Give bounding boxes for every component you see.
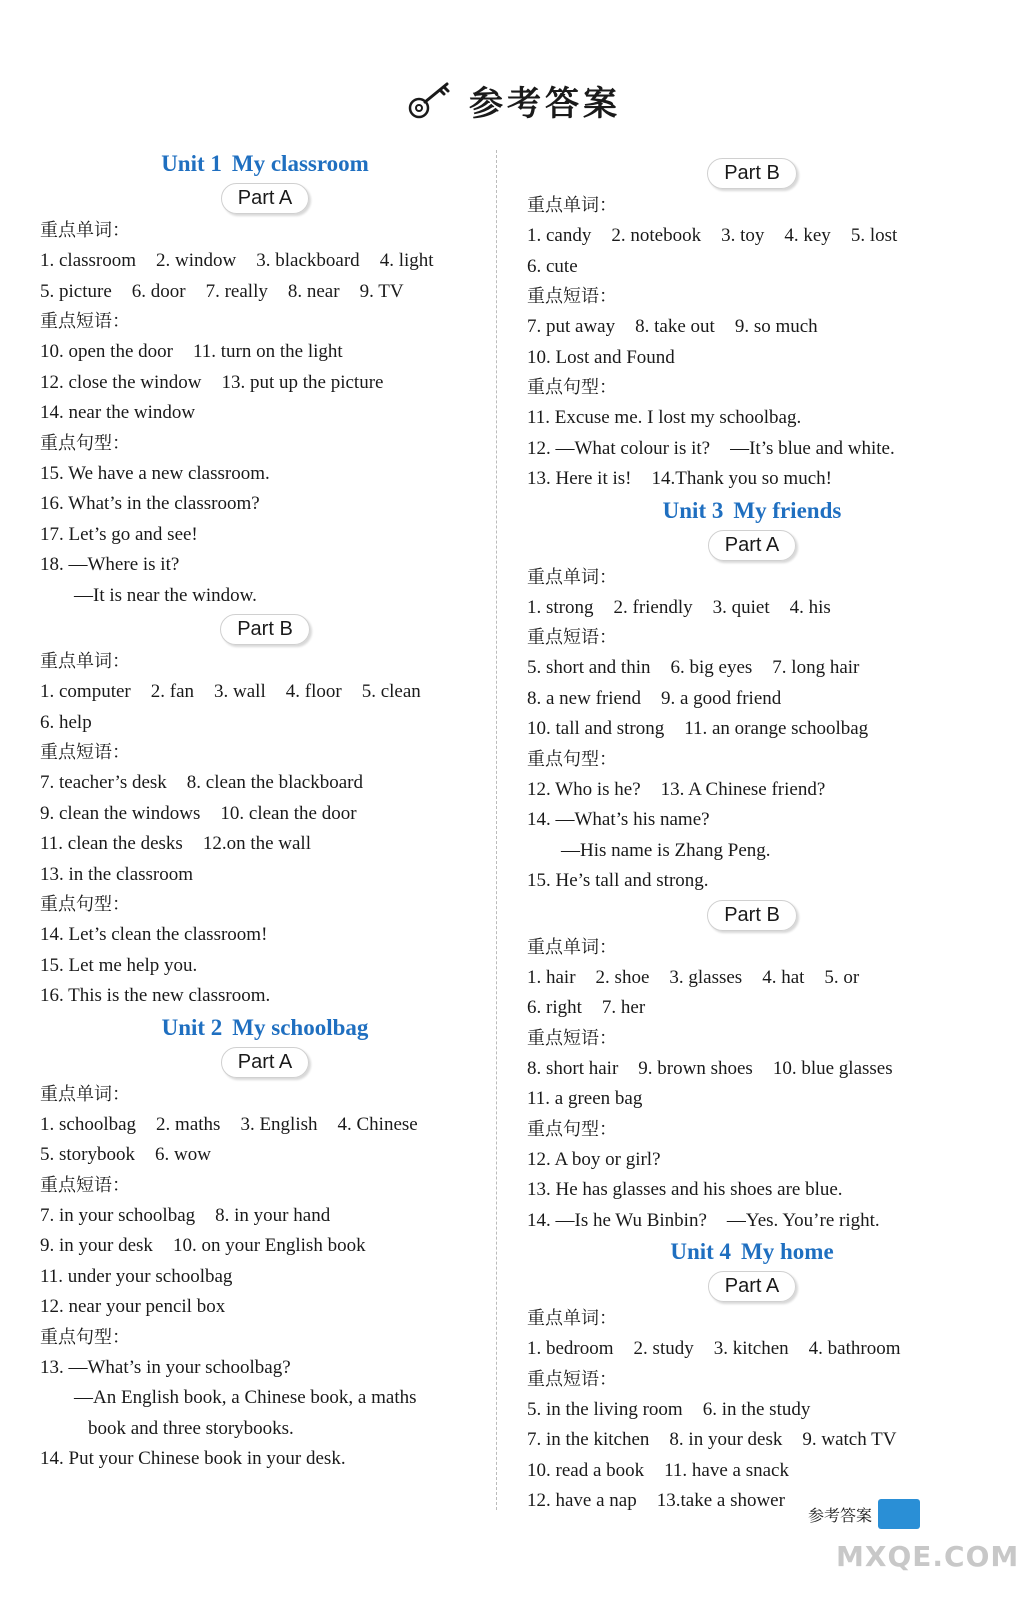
answer-line: 13. He has glasses and his shoes are blue. <box>527 1179 843 1200</box>
part-badge: Part A <box>221 183 309 214</box>
answer-line: 6. help <box>40 711 92 733</box>
part-badge: Part B <box>707 158 797 189</box>
unit-name: My classroom <box>231 151 369 176</box>
answer-line: —His name is Zhang Peng. <box>561 839 771 861</box>
section-heading: 重点单词： <box>527 566 617 588</box>
answer-line: 5. storybook 6. wow <box>40 1144 211 1165</box>
section-heading: 重点单词： <box>40 1083 130 1105</box>
answer-line: 7. put away 8. take out 9. so much <box>527 316 818 337</box>
answer-line: 14. near the window <box>40 402 196 423</box>
unit-name: My schoolbag <box>232 1014 369 1040</box>
answer-line: 7. teacher’s desk 8. clean the blackboard <box>40 772 363 793</box>
unit-number: Unit 1 <box>161 151 222 176</box>
answer-line: 12. near your pencil box <box>40 1296 226 1317</box>
answer-line: 8. a new friend 9. a good friend <box>527 687 782 709</box>
footer-tab <box>808 1496 920 1532</box>
answer-line: —It is near the window. <box>74 584 257 606</box>
answer-line: 12. —What colour is it? —It’s blue and white. <box>527 437 895 459</box>
section-heading: 重点短语： <box>527 1368 617 1390</box>
footer-color-box <box>878 1499 920 1529</box>
footer-label: 参考答案 <box>808 1505 873 1525</box>
unit-title <box>40 1012 490 1044</box>
answer-line: 10. read a book 11. have a snack <box>527 1459 789 1481</box>
answer-line: 12. A boy or girl? <box>527 1148 661 1170</box>
key-icon <box>407 78 459 122</box>
answer-line: 1. hair 2. shoe 3. glasses 4. hat 5. or <box>527 966 860 988</box>
answer-line: 13. Here it is! 14.Thank you so much! <box>527 468 832 489</box>
section-heading: 重点句型： <box>527 377 617 398</box>
answer-line: 11. Excuse me. I lost my schoolbag. <box>527 407 802 428</box>
answer-line: 10. tall and strong 11. an orange schoolbag <box>527 718 869 739</box>
unit-number: Unit 4 <box>670 1239 732 1264</box>
answer-line: 1. computer 2. fan 3. wall 4. floor 5. clean <box>40 681 421 702</box>
answer-line: 12. have a nap 13.take a shower <box>527 1490 785 1511</box>
section-heading: 重点短语： <box>40 1174 130 1196</box>
unit-number: Unit 2 <box>161 1014 223 1040</box>
section-heading: 重点单词： <box>527 936 617 958</box>
unit-name: My friends <box>733 497 842 523</box>
answer-line: 5. in the living room 6. in the study <box>527 1398 811 1420</box>
section-heading: 重点句型： <box>527 748 617 770</box>
section-heading: 重点短语： <box>527 627 617 648</box>
watermark: MXQE.COM <box>836 1540 1020 1573</box>
answer-line: 1. candy 2. notebook 3. toy 4. key 5. lost <box>527 225 898 246</box>
page-header <box>0 70 1028 130</box>
answer-line: 11. clean the desks 12.on the wall <box>40 833 311 854</box>
answer-line: 5. picture 6. door 7. really 8. near 9. TV <box>40 280 404 302</box>
answer-line: 14. Put your Chinese book in your desk. <box>40 1448 346 1469</box>
part-badge: Part A <box>708 530 796 561</box>
section-heading: 重点单词： <box>527 195 617 216</box>
answer-line: 1. classroom 2. window 3. blackboard 4. light <box>40 250 434 271</box>
answer-line: 13. —What’s in your schoolbag? <box>40 1356 291 1378</box>
section-heading: 重点短语： <box>527 286 617 307</box>
unit-title <box>40 148 490 180</box>
answer-line: 1. strong 2. friendly 3. quiet 4. his <box>527 596 831 618</box>
unit-name: My home <box>741 1239 834 1264</box>
answer-line: 16. What’s in the classroom? <box>40 493 260 514</box>
answer-line: 10. Lost and Found <box>527 346 675 368</box>
answer-line: 7. in the kitchen 8. in your desk 9. watch TV <box>527 1429 897 1450</box>
section-heading: 重点短语： <box>40 742 130 763</box>
answer-line: 6. cute <box>527 255 578 277</box>
answer-line: 14. —What’s his name? <box>527 809 710 830</box>
left-column <box>40 148 490 1475</box>
page-title: 参考答案 <box>469 83 621 124</box>
answer-line: 17. Let’s go and see! <box>40 523 198 545</box>
section-heading: 重点短语： <box>40 311 130 332</box>
answer-line: 1. bedroom 2. study 3. kitchen 4. bathroom <box>527 1338 901 1359</box>
answer-line: 11. a green bag <box>527 1088 643 1109</box>
section-heading: 重点句型： <box>40 432 130 454</box>
answer-line: 12. Who is he? 13. A Chinese friend? <box>527 778 826 800</box>
part-badge: Part B <box>220 614 310 645</box>
answer-line: book and three storybooks. <box>88 1417 294 1439</box>
section-heading: 重点句型： <box>527 1118 617 1140</box>
part-badge: Part A <box>708 1271 796 1302</box>
part-badge: Part B <box>707 900 797 931</box>
part-badge: Part A <box>221 1047 309 1078</box>
answer-line: 14. —Is he Wu Binbin? —Yes. You’re right. <box>527 1209 880 1231</box>
section-heading: 重点句型： <box>40 1326 130 1348</box>
answer-line: 5. short and thin 6. big eyes 7. long hair <box>527 657 860 678</box>
section-heading: 重点单词： <box>40 220 130 241</box>
answer-line: 15. He’s tall and strong. <box>527 870 709 891</box>
answer-line: 6. right 7. her <box>527 997 646 1018</box>
section-heading: 重点句型： <box>40 894 130 915</box>
column-divider <box>496 150 497 1510</box>
answer-line: 7. in your schoolbag 8. in your hand <box>40 1204 331 1226</box>
answer-line: 12. close the window 13. put up the picture <box>40 371 384 393</box>
answer-line: 16. This is the new classroom. <box>40 985 271 1006</box>
section-heading: 重点单词： <box>527 1308 617 1329</box>
answer-line: 9. in your desk 10. on your English book <box>40 1235 366 1256</box>
answer-line: 18. —Where is it? <box>40 554 180 575</box>
answer-line: —An English book, a Chinese book, a maths <box>74 1387 417 1408</box>
answer-line: 9. clean the windows 10. clean the door <box>40 802 357 824</box>
answer-line: 13. in the classroom <box>40 863 194 885</box>
section-heading: 重点短语： <box>527 1027 617 1049</box>
answer-line: 15. Let me help you. <box>40 954 198 976</box>
unit-number: Unit 3 <box>662 497 724 523</box>
unit-title <box>527 1236 977 1268</box>
answer-line: 10. open the door 11. turn on the light <box>40 341 343 362</box>
answer-line: 1. schoolbag 2. maths 3. English 4. Chinese <box>40 1113 418 1135</box>
unit-title <box>527 495 977 527</box>
answer-line: 14. Let’s clean the classroom! <box>40 924 268 945</box>
answer-line: 11. under your schoolbag <box>40 1265 233 1287</box>
answer-line: 8. short hair 9. brown shoes 10. blue glasses <box>527 1057 893 1079</box>
answer-line: 15. We have a new classroom. <box>40 462 270 484</box>
section-heading: 重点单词： <box>40 651 130 672</box>
right-column <box>527 155 977 1517</box>
